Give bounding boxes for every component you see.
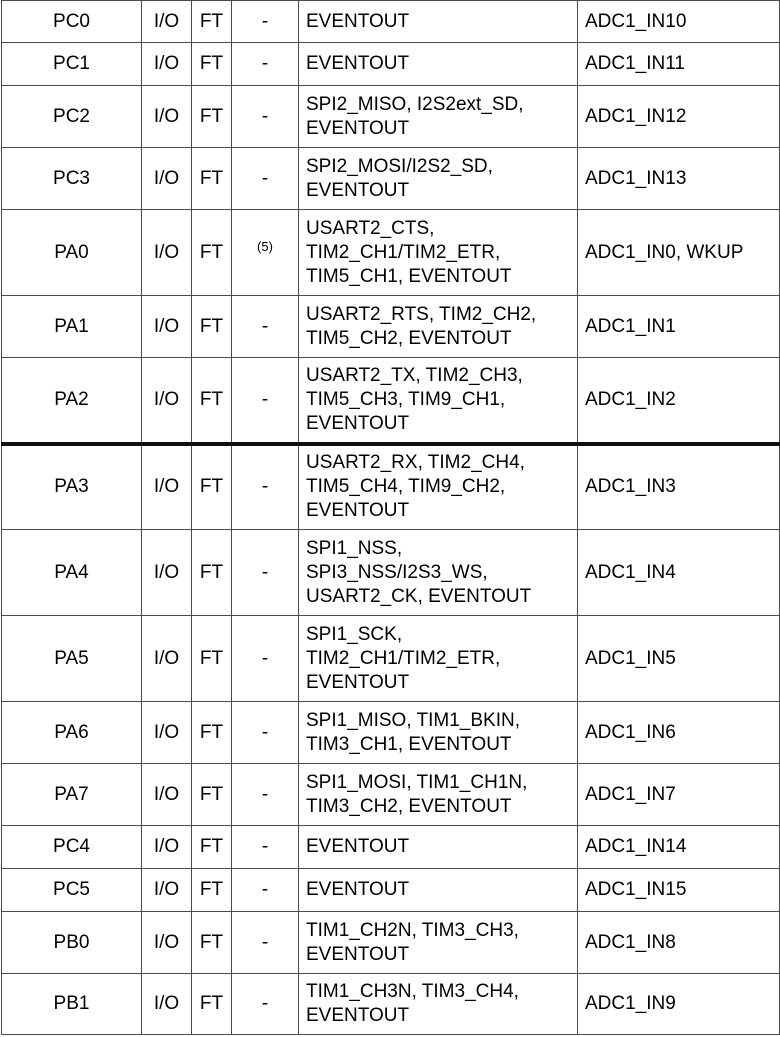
alternate-functions-cell [299,296,578,358]
alternate-function-line: SPI1_MOSI, TIM1_CH1N, [306,771,528,793]
pin-type-cell: I/O [142,702,192,764]
alternate-function-line: TIM1_CH2N, TIM3_CH3, [306,919,519,941]
additional-functions-cell: ADC1_IN14 [578,826,780,869]
notes-text: (5) [257,239,273,254]
table-row [2,86,780,148]
pin-name-cell: PA2 [2,358,142,444]
alternate-function-line: EVENTOUT [306,412,410,434]
additional-functions-cell: ADC1_IN1 [578,296,780,358]
alternate-function-line: TIM1_CH3N, TIM3_CH4, [306,981,519,1002]
alternate-function-line: EVENTOUT [306,10,410,32]
pin-name-cell: PA7 [2,764,142,826]
pin-type-cell: I/O [142,444,192,530]
alternate-functions-cell [299,86,578,148]
notes-text: - [261,315,269,337]
additional-functions-cell: ADC1_IN15 [578,869,780,912]
pin-name-cell: PA6 [2,702,142,764]
alternate-function-line: EVENTOUT [306,836,410,857]
table-row [2,974,780,1035]
io-structure-cell: FT [192,869,232,912]
notes-cell [232,210,299,296]
alternate-functions-cell [299,912,578,974]
notes-text: - [261,167,269,189]
table-row [2,826,780,869]
io-structure-cell: FT [192,210,232,296]
alternate-function-line: EVENTOUT [306,500,410,522]
io-structure-cell: FT [192,702,232,764]
additional-functions-cell: ADC1_IN6 [578,702,780,764]
additional-functions-cell: ADC1_IN11 [578,43,780,86]
pin-type-cell: I/O [142,296,192,358]
additional-functions-cell: ADC1_IN2 [578,358,780,444]
alternate-function-line: EVENTOUT [306,671,410,693]
table-row [2,702,780,764]
alternate-function-line: EVENTOUT [306,879,410,900]
alternate-function-line: EVENTOUT [306,53,410,74]
notes-cell [232,1,299,43]
alternate-function-line: USART2_RTS, TIM2_CH2, [306,303,537,325]
notes-cell [232,764,299,826]
alternate-function-line: TIM5_CH2, EVENTOUT [306,327,512,349]
additional-functions-cell: ADC1_IN10 [578,1,780,43]
io-structure-cell: FT [192,444,232,530]
table-row [2,210,780,296]
io-structure-cell: FT [192,530,232,616]
alternate-functions-cell [299,869,578,912]
io-structure-cell: FT [192,616,232,702]
table-row [2,616,780,702]
alternate-function-line: USART2_CK, EVENTOUT [306,585,532,607]
pin-name-cell: PC2 [2,86,142,148]
alternate-function-line: SPI2_MOSI/I2S2_SD, [306,155,493,177]
table-row [2,912,780,974]
table-row [2,43,780,86]
alternate-function-line: USART2_CTS, [306,217,435,239]
notes-cell [232,444,299,530]
alternate-functions-cell [299,616,578,702]
notes-text: - [261,783,269,805]
additional-functions-cell: ADC1_IN0, WKUP [578,210,780,296]
alternate-function-line: SPI3_NSS/I2S3_WS, [306,561,488,583]
table-row [2,148,780,210]
notes-text: - [261,836,269,857]
notes-text: - [261,993,269,1014]
alternate-function-line: EVENTOUT [306,117,410,139]
alternate-function-line: TIM3_CH1, EVENTOUT [306,733,512,755]
pin-name-cell: PA1 [2,296,142,358]
notes-cell [232,43,299,86]
additional-functions-cell: ADC1_IN8 [578,912,780,974]
table-row [2,1,780,43]
notes-cell [232,616,299,702]
additional-functions-cell: ADC1_IN3 [578,444,780,530]
notes-text: - [261,879,269,900]
notes-text: - [261,105,269,127]
notes-cell [232,974,299,1035]
io-structure-cell: FT [192,974,232,1035]
alternate-functions-cell [299,764,578,826]
alternate-functions-cell [299,1,578,43]
pin-name-cell: PB0 [2,912,142,974]
pin-type-cell: I/O [142,148,192,210]
notes-cell [232,86,299,148]
table-row [2,764,780,826]
alternate-function-line: TIM5_CH3, TIM9_CH1, [306,388,506,410]
alternate-function-line: TIM2_CH1/TIM2_ETR, [306,647,501,669]
io-structure-cell: FT [192,826,232,869]
alternate-functions-cell [299,43,578,86]
alternate-functions-cell [299,702,578,764]
pin-type-cell: I/O [142,530,192,616]
pin-type-cell: I/O [142,358,192,444]
pin-name-cell: PC5 [2,869,142,912]
alternate-function-line: SPI1_SCK, [306,623,403,645]
io-structure-cell: FT [192,296,232,358]
pin-name-cell: PA3 [2,444,142,530]
notes-cell [232,148,299,210]
notes-text: - [261,10,269,32]
alternate-function-line: SPI2_MISO, I2S2ext_SD, [306,93,524,115]
io-structure-cell: FT [192,1,232,43]
pin-type-cell: I/O [142,616,192,702]
notes-text: - [261,721,269,743]
io-structure-cell: FT [192,912,232,974]
alternate-function-line: EVENTOUT [306,1005,410,1026]
pin-type-cell: I/O [142,869,192,912]
notes-cell [232,530,299,616]
alternate-functions-cell [299,210,578,296]
pin-name-cell: PA5 [2,616,142,702]
additional-functions-cell: ADC1_IN4 [578,530,780,616]
alternate-function-line: SPI1_MISO, TIM1_BKIN, [306,709,521,731]
io-structure-cell: FT [192,358,232,444]
alternate-functions-cell [299,530,578,616]
pin-name-cell: PB1 [2,974,142,1035]
alternate-function-line: TIM5_CH1, EVENTOUT [306,265,512,287]
notes-cell [232,869,299,912]
additional-functions-cell: ADC1_IN7 [578,764,780,826]
notes-cell [232,826,299,869]
alternate-functions-cell [299,148,578,210]
additional-functions-cell: ADC1_IN12 [578,86,780,148]
pin-type-cell: I/O [142,826,192,869]
notes-text: - [261,931,269,953]
pin-name-cell: PA4 [2,530,142,616]
notes-cell [232,912,299,974]
pin-name-cell: PA0 [2,210,142,296]
additional-functions-cell: ADC1_IN13 [578,148,780,210]
notes-text: - [261,388,269,410]
notes-text: - [261,476,269,498]
alternate-functions-cell [299,974,578,1035]
pin-type-cell: I/O [142,974,192,1035]
pin-name-cell: PC1 [2,43,142,86]
pin-type-cell: I/O [142,1,192,43]
table-row [2,358,780,444]
table-row [2,296,780,358]
alternate-functions-cell [299,358,578,444]
io-structure-cell: FT [192,148,232,210]
alternate-function-line: SPI1_NSS, [306,537,403,559]
additional-functions-cell: ADC1_IN5 [578,616,780,702]
alternate-function-line: TIM5_CH4, TIM9_CH2, [306,476,506,498]
table-body [2,1,780,1035]
notes-text: - [261,561,269,583]
table-row [2,530,780,616]
additional-functions-cell: ADC1_IN9 [578,974,780,1035]
alternate-functions-cell [299,444,578,530]
alternate-function-line: USART2_TX, TIM2_CH3, [306,364,523,386]
io-structure-cell: FT [192,764,232,826]
pin-type-cell: I/O [142,210,192,296]
notes-cell [232,358,299,444]
pin-type-cell: I/O [142,43,192,86]
pin-type-cell: I/O [142,764,192,826]
notes-cell [232,702,299,764]
table-row [2,869,780,912]
alternate-function-line: EVENTOUT [306,179,410,201]
notes-cell [232,296,299,358]
pin-name-cell: PC3 [2,148,142,210]
pin-name-cell: PC0 [2,1,142,43]
notes-text: - [261,647,269,669]
alternate-function-line: EVENTOUT [306,943,410,965]
alternate-functions-cell [299,826,578,869]
alternate-function-line: TIM3_CH2, EVENTOUT [306,795,512,817]
pin-definition-table [1,0,780,1035]
pin-name-cell: PC4 [2,826,142,869]
notes-text: - [261,53,269,74]
pin-type-cell: I/O [142,912,192,974]
table-row [2,444,780,530]
alternate-function-line: USART2_RX, TIM2_CH4, [306,452,525,474]
io-structure-cell: FT [192,43,232,86]
io-structure-cell: FT [192,86,232,148]
alternate-function-line: TIM2_CH1/TIM2_ETR, [306,241,501,263]
pin-type-cell: I/O [142,86,192,148]
